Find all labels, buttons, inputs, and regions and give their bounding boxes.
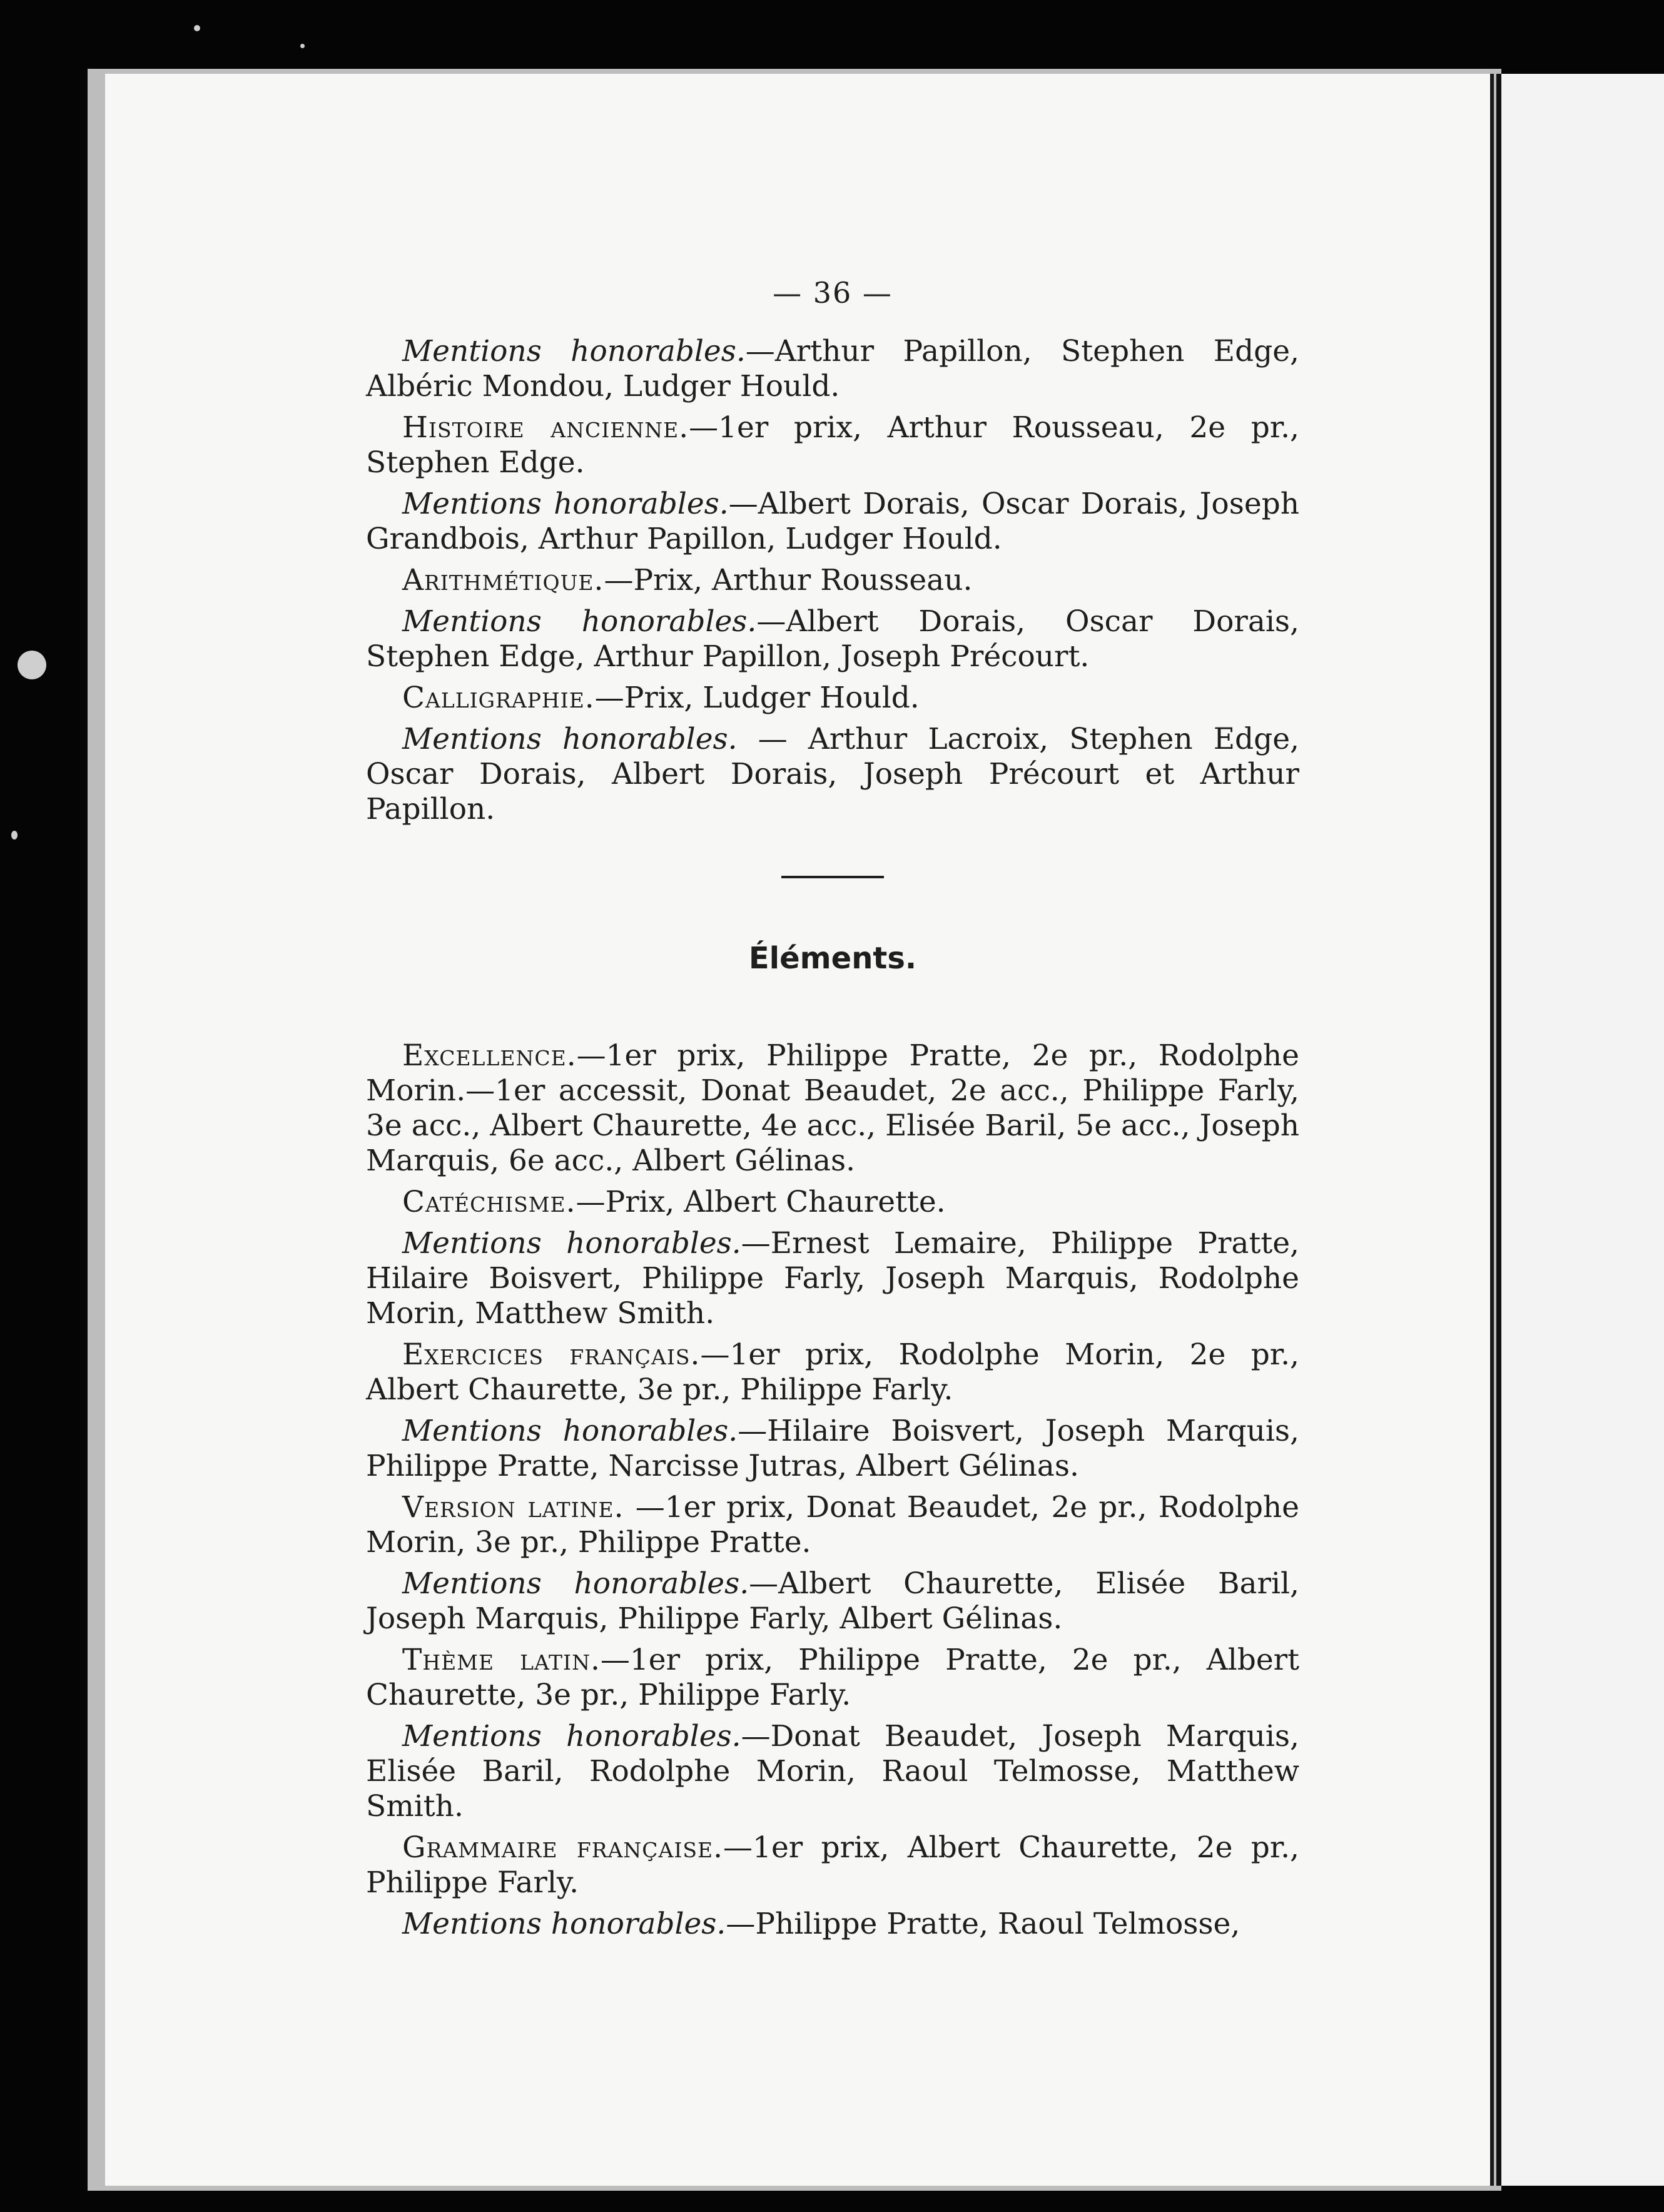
top-paragraphs <box>366 334 1299 827</box>
paragraph: Mentions honorables.—Albert Dorais, Oscar Dorais, Stephen Edge, Arthur Papillon, Joseph Précourt. <box>366 604 1299 674</box>
paragraph: Thème latin.—1er prix, Philippe Pratte, 2e pr., Albert Chaurette, 3e pr., Philippe Farly. <box>366 1643 1299 1712</box>
paragraph: Calligraphie.—Prix, Ludger Hould. <box>402 681 920 715</box>
page-number: — 36 — <box>773 276 893 310</box>
paragraph: Mentions honorables.—Ernest Lemaire, Philippe Pratte, Hilaire Boisvert, Philippe Farly, Joseph Marquis, Rodolphe Morin, Matthew Smith. <box>366 1226 1299 1331</box>
paragraph: Version latine. —1er prix, Donat Beaudet, 2e pr., Rodolphe Morin, 3e pr., Philippe Pratte. <box>366 1490 1299 1560</box>
paragraph: Histoire ancienne.—1er prix, Arthur Rousseau, 2e pr., Stephen Edge. <box>366 410 1300 480</box>
paragraph: Mentions honorables.—Philippe Pratte, Raoul Telmosse, <box>402 1907 1240 1941</box>
section-divider <box>781 876 884 878</box>
scan-speck <box>300 44 305 48</box>
paragraph: Grammaire française.—1er prix, Albert Chaurette, 2e pr., Philippe Farly. <box>366 1830 1299 1900</box>
scan-speck <box>18 651 46 679</box>
paragraph: Exercices français.—1er prix, Rodolphe Morin, 2e pr., Albert Chaurette, 3e pr., Philippe Farly. <box>366 1337 1299 1407</box>
scan-speck <box>11 831 18 840</box>
paragraph: Catéchisme.—Prix, Albert Chaurette. <box>402 1185 946 1219</box>
paragraph: Mentions honorables.—Albert Dorais, Oscar Dorais, Joseph Grandbois, Arthur Papillon, Ludger Hould. <box>366 487 1299 556</box>
paragraph: Mentions honorables.—Arthur Papillon, Stephen Edge, Albéric Mondou, Ludger Hould. <box>366 334 1299 403</box>
page-text <box>366 275 1299 1948</box>
section-title: Éléments. <box>748 941 917 976</box>
paragraph: Mentions honorables.—Hilaire Boisvert, Joseph Marquis, Philippe Pratte, Narcisse Jutras, Albert Gélinas. <box>366 1414 1299 1483</box>
paragraph: Mentions honorables.—Donat Beaudet, Joseph Marquis, Elisée Baril, Rodolphe Morin, Raoul Telmosse, Matthew Smith. <box>366 1719 1299 1824</box>
bottom-paragraphs <box>366 1038 1299 1942</box>
facing-page <box>1496 74 1664 2186</box>
paragraph: Excellence.—1er prix, Philippe Pratte, 2e pr., Rodolphe Morin.—1er accessit, Donat Beaudet, 2e acc., Philippe Farly, 3e acc., Albert Chaurette, 4e acc., Elisée Baril, 5e acc., Joseph Marquis, 6e acc., Albert Gélinas. <box>366 1038 1299 1178</box>
scan-speck <box>194 25 200 31</box>
paragraph: Mentions honorables. — Arthur Lacroix, Stephen Edge, Oscar Dorais, Albert Dorais, Joseph Précourt et Arthur Papillon. <box>366 722 1299 826</box>
paragraph: Arithmétique.—Prix, Arthur Rousseau. <box>402 563 973 597</box>
paragraph: Mentions honorables.—Albert Chaurette, Elisée Baril, Joseph Marquis, Philippe Farly, Albert Gélinas. <box>366 1566 1299 1636</box>
